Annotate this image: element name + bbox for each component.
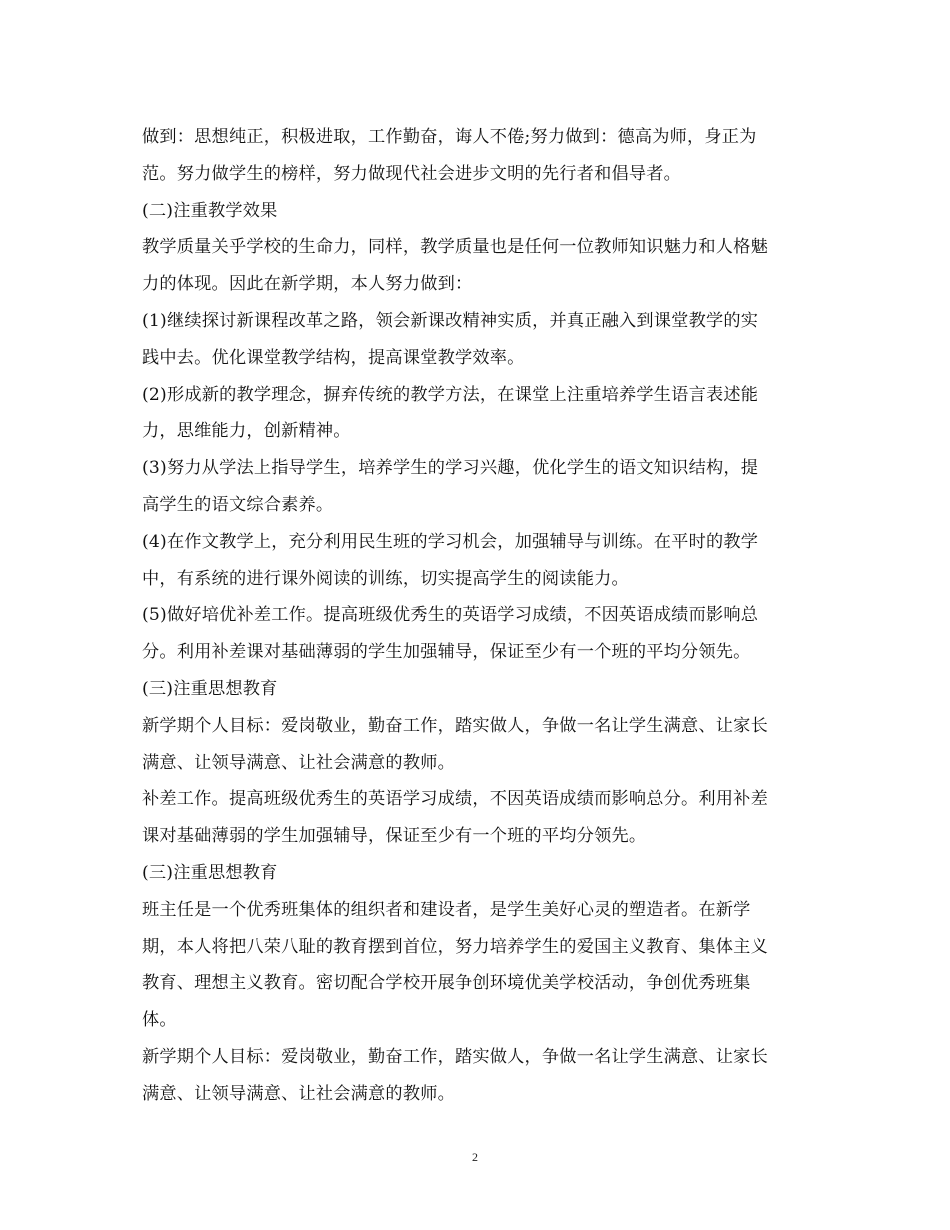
section-heading: (三)注重思想教育: [142, 678, 278, 699]
text-line: 教学质量关乎学校的生命力，同样，教学质量也是任何一位教师知识魅力和人格魅: [142, 237, 768, 258]
text-line: 做到：思想纯正，积极进取，工作勤奋，诲人不倦;努力做到：德高为师，身正为: [142, 127, 757, 147]
text-line: 体。: [142, 1010, 177, 1031]
text-line: 满意、让领导满意、让社会满意的教师。: [142, 1083, 455, 1104]
text-line: 补差工作。提高班级优秀生的英语学习成绩，不因英语成绩而影响总分。利用补差: [142, 789, 768, 810]
section-heading: (三)注重思想教育: [142, 862, 278, 883]
text-line: 满意、让领导满意、让社会满意的教师。: [142, 752, 455, 773]
list-item-line: 力，思维能力，创新精神。: [142, 421, 351, 442]
list-item-line: 分。利用补差课对基础薄弱的学生加强辅导，保证至少有一个班的平均分领先。: [142, 642, 751, 663]
text-line: 期，本人将把八荣八耻的教育摆到首位，努力培养学生的爱国主义教育、集体主义: [142, 936, 768, 957]
text-line: 力的体现。因此在新学期，本人努力做到：: [142, 274, 473, 295]
text-line: 新学期个人目标：爱岗敬业，勤奋工作，踏实做人，争做一名让学生满意、让家长: [142, 715, 768, 736]
list-item-line: 高学生的语文综合素养。: [142, 494, 334, 515]
text-line: 新学期个人目标：爱岗敬业，勤奋工作，踏实做人，争做一名让学生满意、让家长: [142, 1046, 768, 1067]
text-line: 范。努力做学生的榜样，努力做现代社会进步文明的先行者和倡导者。: [142, 163, 682, 184]
text-line: 教育、理想主义教育。密切配合学校开展争创环境优美学校活动，争创优秀班集: [142, 973, 751, 994]
list-item-line: (2)形成新的教学理念，摒弃传统的教学方法，在课堂上注重培养学生语言表述能: [142, 384, 759, 405]
list-item-line: (1)继续探讨新课程改革之路，领会新课改精神实质，并真正融入到课堂教学的实: [142, 310, 759, 331]
list-item-line: 践中去。优化课堂教学结构，提高课堂教学效率。: [142, 347, 525, 368]
document-body: [142, 119, 812, 1113]
page-number: 2: [472, 1150, 478, 1164]
text-line: 课对基础薄弱的学生加强辅导，保证至少有一个班的平均分领先。: [142, 826, 647, 847]
section-heading: (二)注重教学效果: [142, 200, 278, 221]
list-item-line: (5)做好培优补差工作。提高班级优秀生的英语学习成绩，不因英语成绩而影响总: [142, 605, 759, 626]
list-item-line: (3)努力从学法上指导学生，培养学生的学习兴趣，优化学生的语文知识结构，提: [142, 458, 759, 479]
list-item-line: (4)在作文教学上，充分利用民生班的学习机会，加强辅导与训练。在平时的教学: [142, 531, 759, 552]
text-line: 班主任是一个优秀班集体的组织者和建设者，是学生美好心灵的塑造者。在新学: [142, 899, 751, 920]
list-item-line: 中，有系统的进行课外阅读的训练，切实提高学生的阅读能力。: [142, 568, 629, 589]
